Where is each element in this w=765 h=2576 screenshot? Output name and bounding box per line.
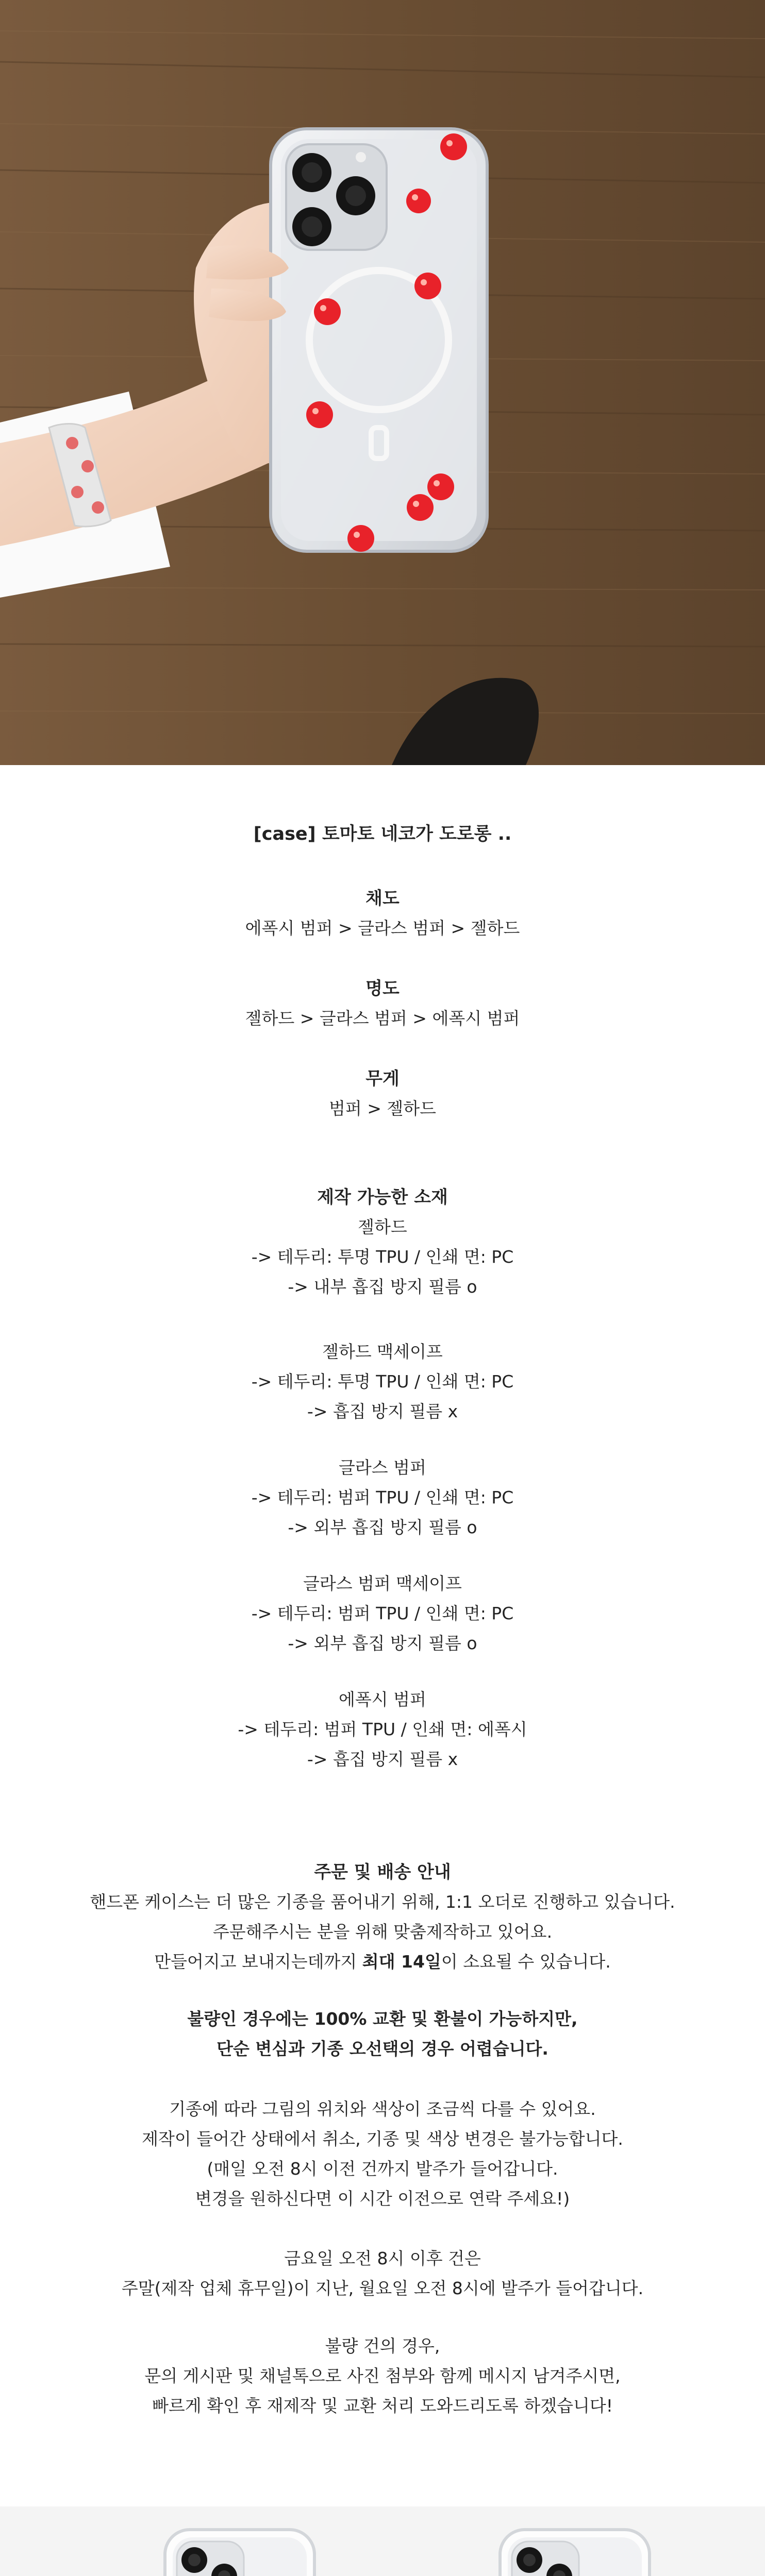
product-description bbox=[0, 765, 765, 2506]
comparison-weight bbox=[0, 1064, 765, 1124]
notice-line: 빠르게 확인 후 재제작 및 교환 처리 도와드리도록 하겠습니다! bbox=[152, 2396, 613, 2416]
notice-text: 만들어지고 보내지는데까지 bbox=[154, 1952, 362, 1972]
material-line: -> 흡집 방지 필름 x bbox=[307, 1401, 458, 1421]
production-notice bbox=[0, 2094, 765, 2214]
materials-heading: 제작 가능한 소재 bbox=[317, 1187, 448, 1208]
material-item bbox=[0, 1569, 765, 1658]
material-line: -> 내부 흡집 방지 필름 o bbox=[288, 1277, 477, 1297]
comparison-brightness bbox=[0, 974, 765, 1033]
material-item bbox=[0, 1685, 765, 1774]
comparison-heading: 무게 bbox=[365, 1069, 400, 1089]
material-line: -> 외부 흡집 방지 필름 o bbox=[288, 1517, 477, 1537]
materials-section bbox=[0, 1182, 765, 1302]
notice-line: 기종에 따라 그림의 위치와 색상이 조금씩 다를 수 있어요. bbox=[169, 2099, 596, 2119]
notice-line bbox=[0, 1947, 765, 1977]
material-line: -> 테두리: 범퍼 TPU / 인쇄 면: 에폭시 bbox=[238, 1719, 527, 1739]
material-name: 젤하드 bbox=[358, 1217, 407, 1237]
material-name: 에폭시 범퍼 bbox=[339, 1689, 426, 1709]
comparison-text: 에폭시 범퍼 > 글라스 범퍼 > 젤하드 bbox=[245, 918, 520, 938]
max-days-highlight: 최대 14일 bbox=[362, 1952, 441, 1972]
notice-text: 이 소요될 수 있습니다. bbox=[441, 1952, 611, 1972]
material-name: 글라스 범퍼 맥세이프 bbox=[303, 1573, 462, 1594]
notice-line: (매일 오전 8시 이전 건까지 발주가 들어갑니다. bbox=[207, 2159, 558, 2179]
order-notice bbox=[0, 1857, 765, 1977]
hero-photo bbox=[0, 0, 765, 765]
case-type-gallery bbox=[0, 2506, 765, 2576]
comparison-heading: 명도 bbox=[365, 978, 400, 999]
comparison-saturation bbox=[0, 884, 765, 943]
material-line: -> 테두리: 투명 TPU / 인쇄 면: PC bbox=[251, 1371, 514, 1392]
comparison-heading: 채도 bbox=[365, 888, 400, 909]
notice-line: 문의 게시판 및 채널톡으로 사진 첨부와 함께 메시지 남겨주시면, bbox=[144, 2366, 621, 2386]
material-line: -> 외부 흡집 방지 필름 o bbox=[288, 1633, 477, 1653]
material-name: 글라스 범퍼 bbox=[339, 1458, 426, 1478]
product-title: [case] 토마토 네코가 도로롱 .. bbox=[253, 824, 512, 844]
refund-notice bbox=[0, 2004, 765, 2064]
notice-line: 불량인 경우에는 100% 교환 및 환불이 가능하지만, bbox=[187, 2009, 578, 2029]
material-line: -> 테두리: 범퍼 TPU / 인쇄 면: PC bbox=[251, 1603, 514, 1623]
notice-line: 금요일 오전 8시 이후 건은 bbox=[284, 2248, 481, 2268]
gallery-tile bbox=[95, 2506, 384, 2576]
material-name: 젤하드 맥세이프 bbox=[322, 1342, 443, 1362]
weekend-notice bbox=[0, 2244, 765, 2303]
notice-heading: 주문 및 배송 안내 bbox=[314, 1862, 451, 1883]
material-line: -> 테두리: 범퍼 TPU / 인쇄 면: PC bbox=[251, 1487, 514, 1507]
material-line: -> 테두리: 투명 TPU / 인쇄 면: PC bbox=[251, 1247, 514, 1267]
notice-line: 불량 건의 경우, bbox=[325, 2336, 440, 2356]
clear-magsafe-case-illustration bbox=[95, 2506, 384, 2576]
hand-holding-phone-case-photo bbox=[0, 0, 765, 765]
clear-case-illustration bbox=[430, 2506, 719, 2576]
gallery-tile bbox=[430, 2506, 719, 2576]
material-line: -> 흡집 방지 필름 x bbox=[307, 1749, 458, 1769]
material-item bbox=[0, 1453, 765, 1543]
comparison-text: 젤하드 > 글라스 범퍼 > 에폭시 범퍼 bbox=[245, 1008, 520, 1028]
notice-line: 단순 변심과 기종 오선택의 경우 어렵습니다. bbox=[217, 2039, 548, 2059]
notice-line: 핸드폰 케이스는 더 많은 기종을 품어내기 위해, 1:1 오더로 진행하고 있습니다. bbox=[90, 1892, 675, 1912]
defect-notice bbox=[0, 2331, 765, 2421]
notice-line: 주말(제작 업체 휴무일)이 지난, 월요일 오전 8시에 발주가 들어갑니다. bbox=[121, 2278, 644, 2298]
comparison-text: 범퍼 > 젤하드 bbox=[328, 1098, 437, 1118]
notice-line: 주문해주시는 분을 위해 맞춤제작하고 있어요. bbox=[212, 1922, 553, 1942]
material-item bbox=[0, 1337, 765, 1427]
notice-line: 제작이 들어간 상태에서 취소, 기종 및 색상 변경은 불가능합니다. bbox=[142, 2129, 623, 2149]
notice-line: 변경을 원하신다면 이 시간 이전으로 연락 주세요!) bbox=[195, 2189, 570, 2209]
